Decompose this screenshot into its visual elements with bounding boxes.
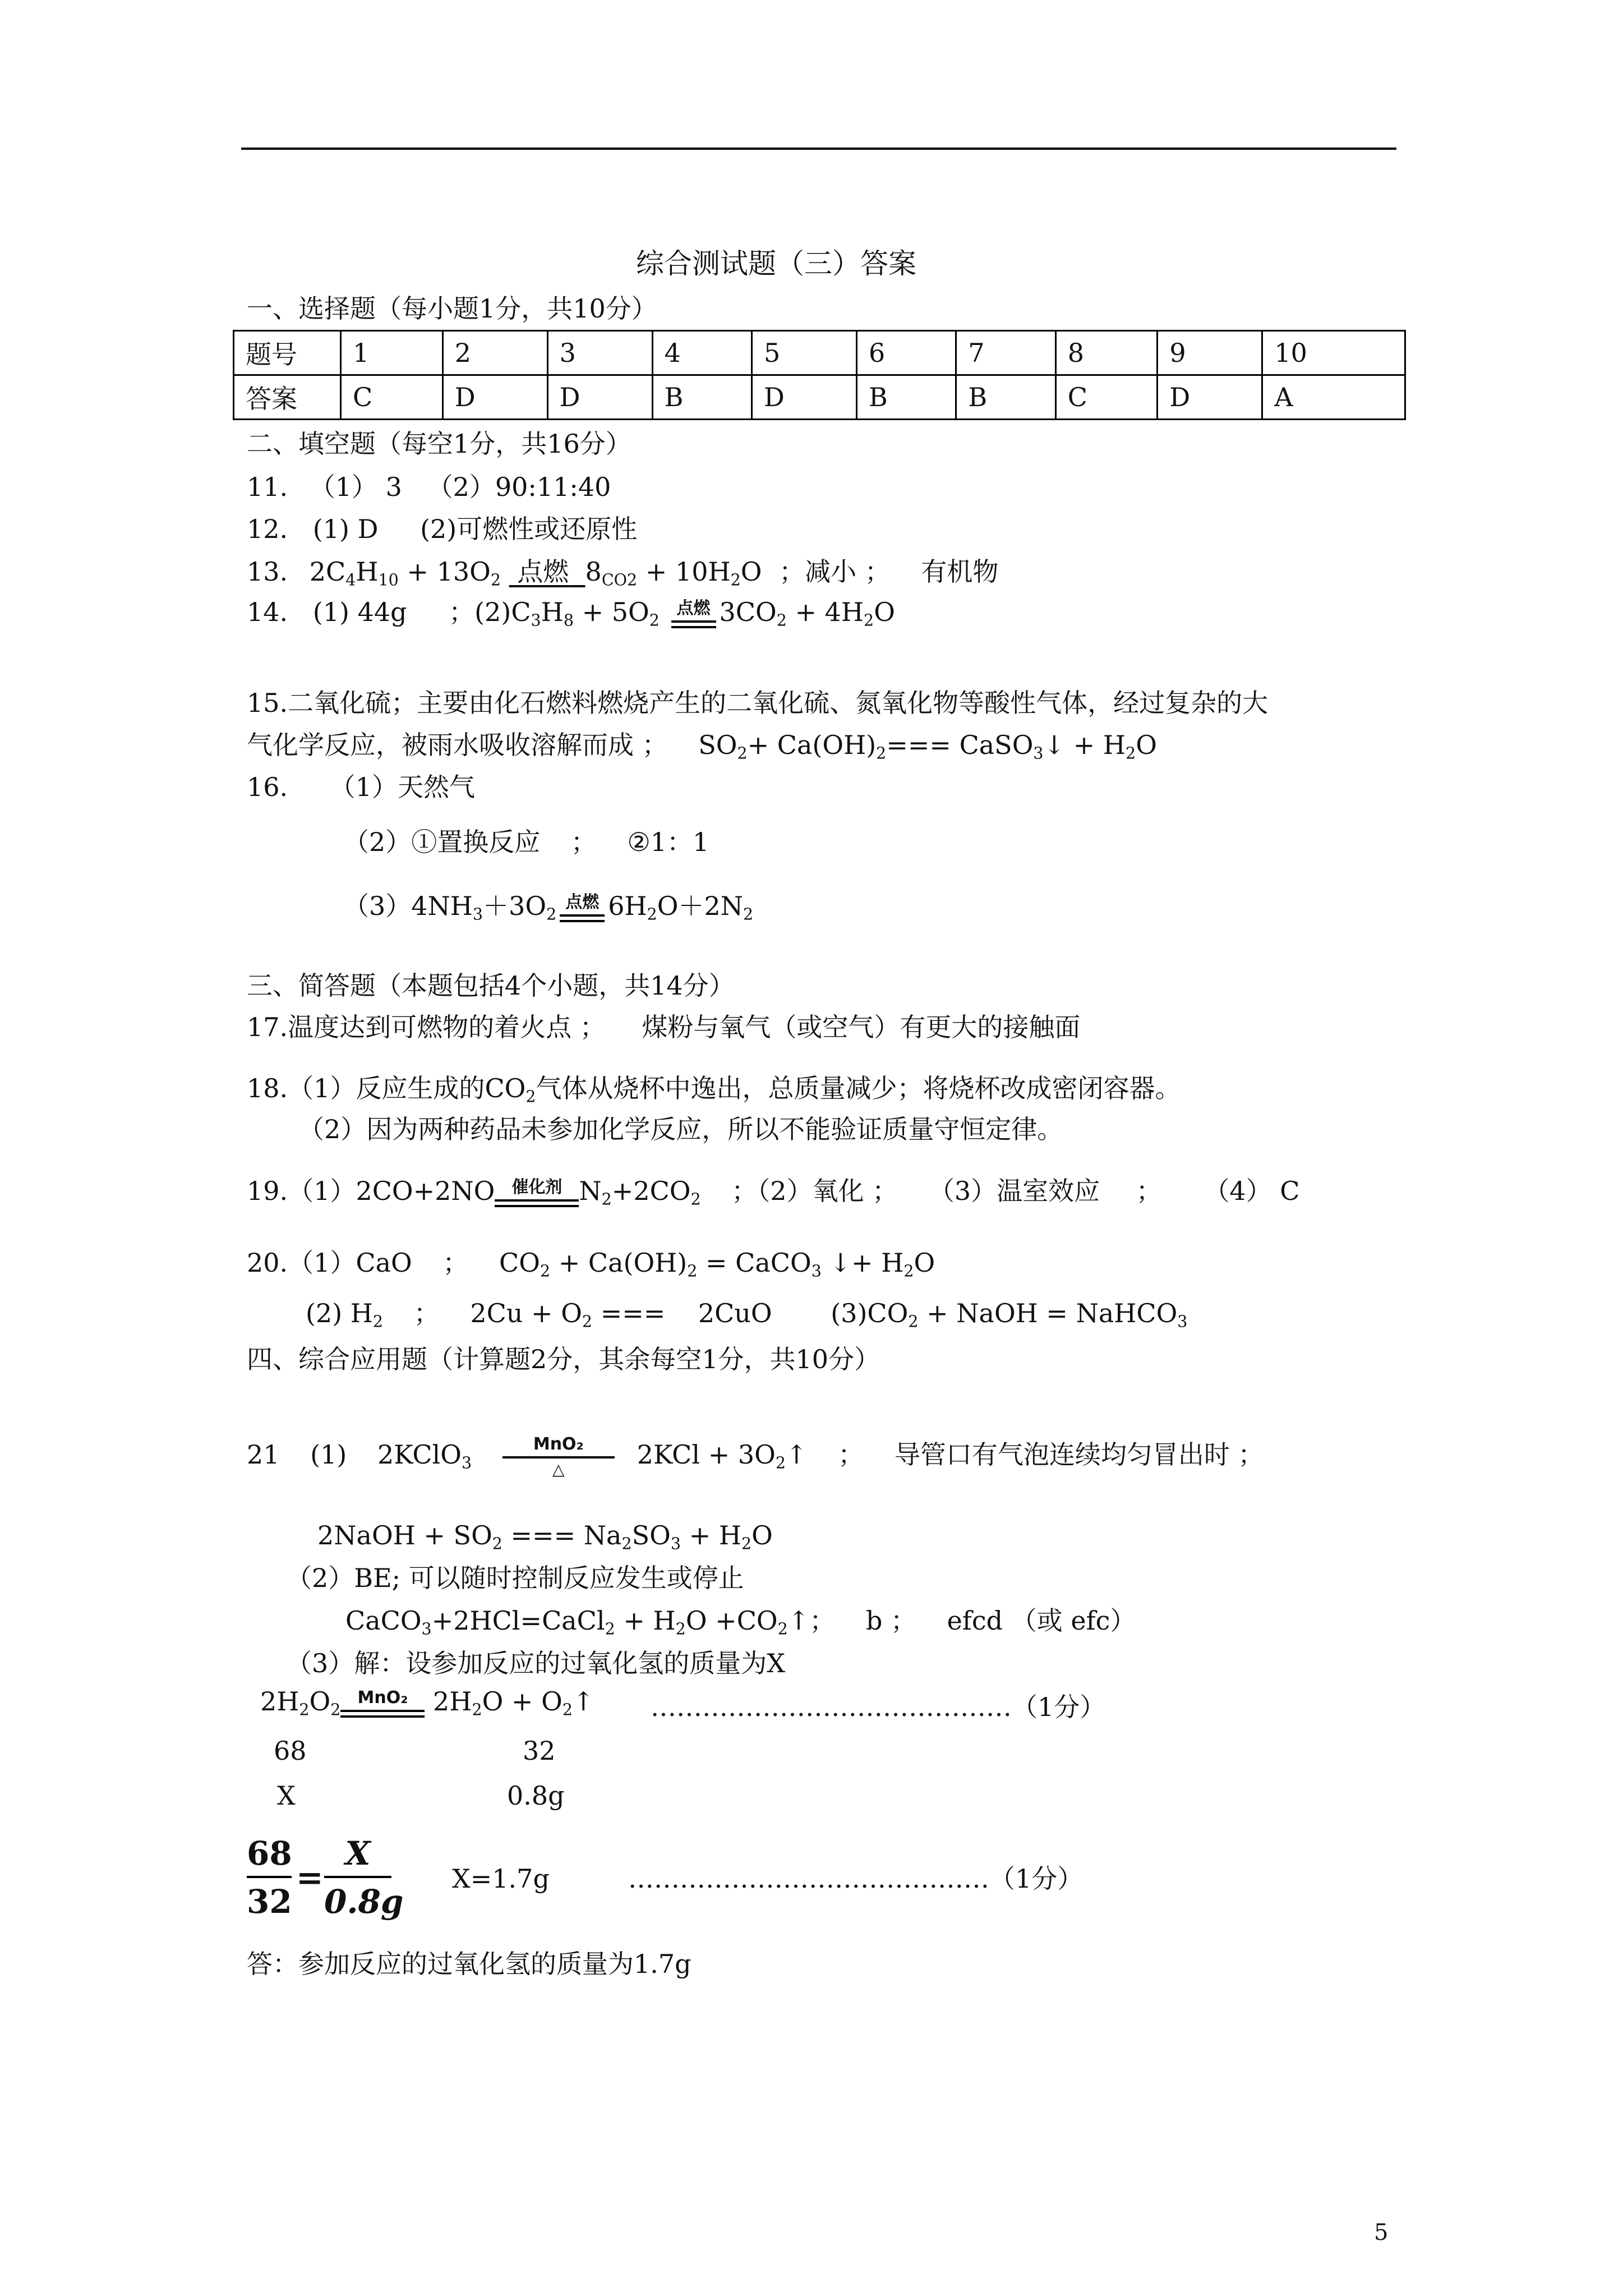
answer-table xyxy=(233,330,1406,420)
q21-part2-text: BE; 可以随时控制反应发生或停止 xyxy=(354,1563,744,1593)
table-cell: 8 xyxy=(1055,331,1158,375)
q21-equation-2: 2NaOH + $SO_2$ === $Na_2SO_3 + H_2O$ xyxy=(317,1520,773,1553)
q19-answer-4: （4） C xyxy=(1204,1176,1300,1206)
q19: 19.（1）2CO+2NO 催化剂 $N_2+2CO_2$ ；（2）氧化 ； （3）温室效应 ； （4） C xyxy=(247,1176,1300,1209)
q20-answer-1: （1）CaO xyxy=(288,1248,412,1278)
q11-answer-2: （2）90:11:40 xyxy=(427,472,611,502)
q19-prefix: （1） xyxy=(288,1176,356,1206)
q16-line3: $(3)4NH_3+3O_2$ 点燃 $6H_2O+2N_2$ xyxy=(343,891,754,924)
q18-prefix: （1）反应生成的 xyxy=(288,1073,485,1103)
section4-heading: 四、综合应用题（计算题2分，其余每空1分，共10分） xyxy=(247,1344,880,1374)
q13-equation: $2C_4H_{10} + 13O_2$ 点燃 $8_{CO2} + 10H_2O$ xyxy=(309,556,762,590)
q18-line1: 18.（1）反应生成的$CO_2$气体从烧杯中逸出，总质量减少；将烧杯改成密闭容器。 xyxy=(247,1073,1181,1106)
q21-calc-equation: $2H_2O_2$ MnO₂ $2H_2O$ + $O_2↑$ xyxy=(260,1686,594,1719)
q14-prefix: (2) xyxy=(474,597,511,627)
fraction-1: $\frac{68}{32}$ xyxy=(247,1834,292,1921)
question-number: 21 xyxy=(247,1439,280,1470)
table-cell: D xyxy=(547,375,652,420)
question-number: 20. xyxy=(247,1248,288,1278)
q21-separator: ； xyxy=(809,1605,836,1636)
section3-heading: 三、简答题（本题包括4个小题，共14分） xyxy=(247,970,735,1001)
q21-mass-right: 32 xyxy=(523,1736,556,1766)
q11-answer-1: （1） 3 xyxy=(309,472,402,502)
q16-line2 xyxy=(343,829,709,855)
q15-line1 xyxy=(247,690,1268,716)
q19-separator: ； xyxy=(1136,1176,1162,1206)
q21-final-answer: 答：参加反应的过氧化氢的质量为1.7g xyxy=(247,1949,691,1979)
q21-part3: （3）解：设参加反应的过氧化氢的质量为X xyxy=(286,1648,786,1678)
q20-equation-1: $CO_2 + Ca(OH)_2$ = CaCO$_3$ ↓+ $H_2O$ xyxy=(499,1248,935,1281)
reaction-condition: 点燃 xyxy=(560,894,605,922)
reaction-condition: MnO₂ △ xyxy=(502,1436,615,1478)
table-row xyxy=(234,375,1405,420)
q20-prefix: (2) xyxy=(306,1298,343,1328)
table-cell: D xyxy=(1158,375,1262,420)
q13 xyxy=(247,556,999,590)
q21-equation-3: CaCO$_3$+2HCl=CaCl$_2$ + $H_2O$ $+CO_2↑$ xyxy=(345,1605,810,1639)
table-cell: 4 xyxy=(652,331,751,375)
q16-line1 xyxy=(247,774,475,800)
q13-condition: 点燃 xyxy=(517,556,569,587)
q19-answer-2: ；（2）氧化 ； xyxy=(731,1176,898,1206)
page-number: 5 xyxy=(1374,2220,1389,2246)
q18-answer-2: （2）因为两种药品未参加化学反应，所以不能验证质量守恒定律。 xyxy=(298,1114,1063,1144)
q13-answer-2: ；减小 ； xyxy=(779,556,891,587)
q21-part2-line2 xyxy=(345,1605,1136,1639)
question-number: 16. xyxy=(247,772,288,802)
q20-line2: (2) $H_2$ ； $2Cu + O_2$ === 2CuO $(3)CO_2$ + NaOH = NaHCO$_3$ xyxy=(306,1298,1188,1331)
table-cell: 7 xyxy=(956,331,1055,375)
section2-heading: 二、填空题（每空1分，共16分） xyxy=(247,429,631,459)
q11 xyxy=(247,474,611,500)
q16-prefix: （3） xyxy=(343,891,412,921)
header-rule xyxy=(241,148,1396,150)
q12-answer-1: (1) D xyxy=(312,514,379,544)
table-cell: 2 xyxy=(442,331,547,375)
question-number: 14. xyxy=(247,597,288,627)
q16-answer-3: ②1：1 xyxy=(627,827,709,857)
q15-equation: $SO_2+ Ca(OH)_2===$ CaSO$_3$↓ + $H_2O$ xyxy=(698,730,1157,763)
q16-separator: ； xyxy=(570,827,597,857)
q21-result: X=1.7g xyxy=(452,1864,550,1894)
q20-equation-3: $(3)CO_2$ + NaOH = NaHCO$_3$ xyxy=(831,1298,1188,1331)
table-row-label: 题号 xyxy=(234,331,341,375)
q20-line1 xyxy=(247,1248,935,1281)
q20-equation-2: $2Cu + O_2$ === 2CuO xyxy=(470,1298,772,1331)
question-number: 15. xyxy=(247,688,288,718)
table-cell: B xyxy=(856,375,956,420)
table-cell: C xyxy=(341,375,443,420)
q20-separator: ； xyxy=(413,1298,440,1328)
question-number: 19. xyxy=(247,1176,288,1206)
table-cell: D xyxy=(752,375,857,420)
q13-answer-3: 有机物 xyxy=(921,556,999,587)
q14-separator: ； xyxy=(449,597,475,627)
q21-part2-b: b ； xyxy=(865,1605,917,1636)
page-title: 综合测试题（三）答案 xyxy=(636,247,916,280)
reaction-condition: MnO₂ xyxy=(340,1690,425,1718)
table-cell: B xyxy=(956,375,1055,420)
q21-part2-c: efcd （或 efc） xyxy=(947,1605,1136,1636)
q21-part2 xyxy=(286,1565,744,1591)
q21-answer-bubbles: 导管口有气泡连续均匀冒出时 ； xyxy=(894,1439,1264,1470)
q21-dots-2: ……………………………………（1分） xyxy=(628,1864,1083,1894)
table-row xyxy=(234,331,1405,375)
q16-answer-2: （2）①置换反应 xyxy=(343,827,541,857)
table-cell: A xyxy=(1262,375,1405,420)
q21-line1 xyxy=(247,1436,1264,1478)
q19-answer-3: （3）温室效应 xyxy=(928,1176,1100,1206)
q12 xyxy=(247,516,637,542)
q21-dots-1: ……………………………………（1分） xyxy=(651,1692,1106,1722)
question-number: 11. xyxy=(247,472,288,502)
reaction-condition: 点燃 xyxy=(671,600,716,628)
q15-answer-text-2: 气化学反应，被雨水吸收溶解而成 ； xyxy=(247,730,668,760)
q21-mass-left: 68 xyxy=(274,1736,307,1766)
q16-answer-1: （1）天然气 xyxy=(329,772,476,802)
q12-answer-2: (2)可燃性或还原性 xyxy=(420,514,638,544)
q14-answer-1: (1) 44g xyxy=(312,597,407,627)
section1-heading: 一、选择题（每小题1分，共10分） xyxy=(247,293,657,324)
table-cell: 9 xyxy=(1158,331,1262,375)
table-cell: D xyxy=(442,375,547,420)
q21-var-right: 0.8g xyxy=(507,1780,565,1811)
q17-answer-1: 17.温度达到可燃物的着火点 ； xyxy=(247,1012,606,1042)
q15-line2 xyxy=(247,730,1157,763)
q21-separator: ； xyxy=(838,1439,864,1470)
q17 xyxy=(247,1014,1080,1040)
q21-var-left: X xyxy=(277,1780,296,1811)
question-number: 13. xyxy=(247,556,288,587)
table-cell: 5 xyxy=(752,331,857,375)
q21-part2-label: （2） xyxy=(286,1563,354,1593)
q18-answer-1: 气体从烧杯中逸出，总质量减少；将烧杯改成密闭容器。 xyxy=(536,1073,1181,1103)
table-row-label: 答案 xyxy=(234,375,341,420)
equals-sign: = xyxy=(296,1858,324,1897)
q21-part1-label: (1) xyxy=(310,1439,347,1470)
q15-answer-text: 二氧化硫；主要由化石燃料燃烧产生的二氧化硫、氮氧化物等酸性气体，经过复杂的大 xyxy=(288,688,1269,718)
q14: 14. (1) 44g ；$(2)C_3H_8 + 5O_2$ 点燃 $3CO_2 + 4H_2O$ xyxy=(247,597,895,630)
table-cell: C xyxy=(1055,375,1158,420)
fraction-2: $\frac{X}{0.8g}$ xyxy=(324,1834,404,1921)
q20-separator: ； xyxy=(442,1248,469,1278)
table-cell: 10 xyxy=(1262,331,1405,375)
q17-answer-2: 煤粉与氧气（或空气）有更大的接触面 xyxy=(642,1012,1081,1042)
q21-equation-1: 2KClO$_3$ MnO₂ △ $2KCl + 3O_2↑$ xyxy=(377,1434,808,1479)
table-cell: 3 xyxy=(547,331,652,375)
table-cell: 6 xyxy=(856,331,956,375)
reaction-condition: 催化剂 xyxy=(495,1179,579,1207)
question-number: 12. xyxy=(247,514,288,544)
table-cell: B xyxy=(652,375,751,420)
table-cell: 1 xyxy=(341,331,443,375)
question-number: 18. xyxy=(247,1073,288,1103)
